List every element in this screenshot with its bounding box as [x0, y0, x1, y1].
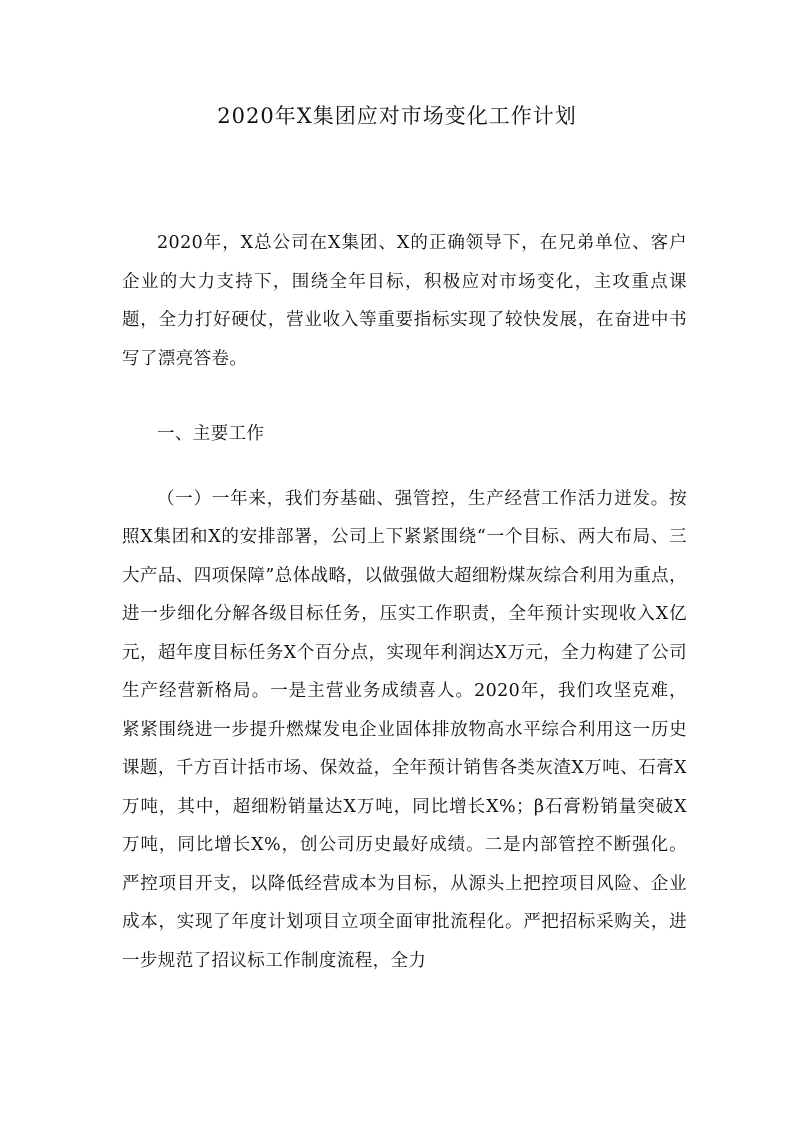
paragraph-spacer: [122, 454, 687, 480]
section-heading: 一、主要工作: [157, 424, 265, 444]
paragraph-spacer: [122, 378, 687, 415]
document-title: 2020年X集团应对市场变化工作计划: [217, 104, 577, 128]
intro-paragraph: 2020年，X总公司在X集团、X的正确领导下，在兄弟单位、客户企业的大力支持下，围绕全年目标，积极应对市场变化，主攻重点课题，全力打好硬仗，营业收入等重要指标实现了较快发展，在奋进中书写了漂亮答卷。: [122, 233, 687, 369]
document-body: [122, 224, 687, 980]
section-body-paragraph: （一）一年来，我们夯基础、强管控，生产经营工作活力迸发。按照X集团和X的安排部署，公司上下紧紧围绕“一个目标、两大布局、三大产品、四项保障”总体战略，以做强做大超细粉煤灰综合利用为重点，进一步细化分解各级目标任务，压实工作职责，全年预计实现收入X亿元，超年度目标任务X个百分点，实现年利润达X万元，全力构建了公司生产经营新格局。一是主营业务成绩喜人。2020年，我们攻坚克难，紧紧围绕进一步提升燃煤发电企业固体排放物高水平综合利用这一历史课题，千方百计括市场、保效益，全年预计销售各类灰渣X万吨、石膏X万吨，其中，超细粉销量达X万吨，同比增长X%；β石膏粉销量突破X万吨，同比增长X%，创公司历史最好成绩。二是内部管控不断强化。严控项目开支，以降低经营成本为目标，从源头上把控项目风险、企业成本，实现了年度计划项目立项全面审批流程化。严把招标采购关，进一步规范了招议标工作制度流程，全力: [122, 488, 687, 971]
